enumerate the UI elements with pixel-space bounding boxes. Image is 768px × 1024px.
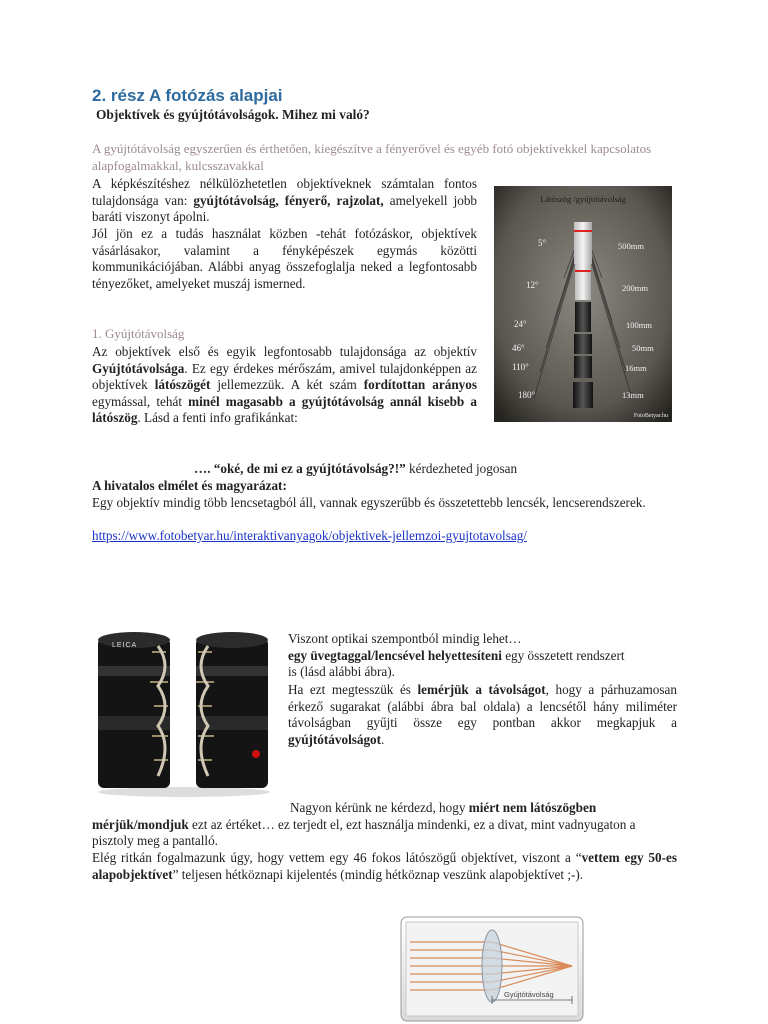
intro-text: A gyújtótávolság egyszerűen és érthetően, kiegészítve a fényerővel és egyéb fotó objektívekkel kapcsolatos alapfogalmakkal, kulcsszavakkal <box>92 141 652 173</box>
text: ” teljesen hétköznapi kijelentés (mindig hétköznap veszünk alapobjektívet ;-). <box>172 866 584 882</box>
text: . Lásd a fenti info grafikánkat: <box>137 410 298 426</box>
angle-label: 12° <box>526 280 539 290</box>
page-title: 2. rész A fotózás alapjai <box>92 86 283 105</box>
focal-label: 200mm <box>622 283 648 293</box>
text: Viszont optikai szempontból mindig lehet… <box>288 631 522 646</box>
text: . <box>381 731 385 747</box>
text: jellemezzük. A két szám <box>210 377 364 393</box>
bold-text: miért nem látószögben mérjük/mondjuk <box>92 800 597 832</box>
focal-label: 500mm <box>618 241 644 251</box>
focal-length-diagram <box>400 916 584 1022</box>
infographic-graphic <box>494 186 672 422</box>
focal-label: 13mm <box>622 390 644 400</box>
paragraph-50mm <box>92 850 677 883</box>
section-title: 1. Gyújtótávolság <box>92 326 185 341</box>
text: kérdezheted jogosan <box>405 461 518 476</box>
bold-text: Gyújtótávolsága <box>92 360 185 376</box>
bold-text: minél magasabb a gyújtótávolság annál kisebb a látószög <box>92 393 477 426</box>
paragraph-usage: Jól jön ez a tudás használat közben -tehát fotózáskor, objektívek vásárlásakor, valamint a fényképészek egymás közötti kommunikációjában. Alábbi anyag összefoglalja neked a legfontosabb tényezőket, amelyeket muszáj ismerned. <box>92 226 477 291</box>
angle-label: 46° <box>512 343 525 353</box>
paragraph-focal-length <box>92 344 477 427</box>
bold-text: …. “oké, de mi ez a gyújtótávolság?!” <box>194 461 406 476</box>
bold-text: fordítottan arányos <box>363 377 477 393</box>
bold-text: gyújtótávolság, fényerő, rajzolat, <box>193 192 384 208</box>
text: egymással, tehát <box>92 393 189 409</box>
paragraph-why-not-angle <box>92 800 677 850</box>
angle-label: 180° <box>518 390 536 400</box>
focal-label: 100mm <box>626 320 652 330</box>
text: A képkészítéshez nélkülözhetetlen objektíveknek számtalan fontos tulajdonsága van: <box>92 176 477 208</box>
text: Elég ritkán fogalmazunk úgy, hogy vettem egy 46 fokos látószögű objektívet, viszont a “ <box>92 850 582 865</box>
ray-diagram-graphic <box>400 916 584 1022</box>
focal-label: 50mm <box>632 343 654 353</box>
fotobetyar-link[interactable]: https://www.fotobetyar.hu/interaktivanyagok/objektivek-jellemzoi-gyujtotavolsag/ <box>92 528 527 543</box>
text: amelyekell jobb baráti viszonyt ápolni. <box>92 192 478 225</box>
bold-text: gyújtótávolságot <box>288 731 382 747</box>
credit-text: FotoBetyar.hu <box>633 413 668 419</box>
text: egy összetett rendszert is (lásd alábbi ábra). <box>288 647 625 680</box>
text: , hogy a párhuzamosan érkező sugarakat (alábbi ábra bal oldala) a lencsétől hány miliméter távolságban gyűjti össze egy pontban akkor megkapjuk a <box>288 682 677 731</box>
paragraph-measure <box>288 682 677 748</box>
cutaway-lens-photo <box>92 626 282 798</box>
text: Ha ezt megtesszük és <box>288 682 418 697</box>
diagram-label: Gyújtótávolság <box>504 990 554 999</box>
text: Az objektívek első és egyik legfontosabb tulajdonsága az objektív <box>92 344 477 359</box>
lens-engraving: LEICA <box>112 642 138 649</box>
subtitle: Objektívek és gyújtótávolságok. Mihez mi való? <box>96 107 370 122</box>
bold-text: látószögét <box>154 377 211 393</box>
angle-label: 5° <box>538 238 547 248</box>
text: ezt az értéket… ez terjedt el, ezt használja mindenki, ez a divat, mint vadnyugaton a pisztoly meg a pantalló. <box>92 816 636 849</box>
focal-length-infographic <box>494 186 672 422</box>
text: . Ez egy érdekes mérőszám, amivel tulajdonképpen az objektívek <box>92 360 477 393</box>
bold-text: lemérjük a távolságot <box>417 682 546 697</box>
focal-label: 16mm <box>625 363 647 373</box>
bold-text: egy üvegtaggal/lencsével helyettesíteni <box>288 647 502 663</box>
angle-label: 110° <box>512 362 529 372</box>
paragraph-properties <box>92 176 477 226</box>
bold-text: vettem egy 50-es alapobjektívet <box>92 850 677 882</box>
lens-cutaway-graphic <box>92 626 282 798</box>
paragraph-lens-elements: Egy objektív mindig több lencsetagból áll, vannak egyszerűbb és összetettebb lencsék, lencserendszerek. <box>92 495 646 510</box>
angle-label: 24° <box>514 319 527 329</box>
infographic-title: Látószög /gyújtótávolság <box>540 194 626 204</box>
text: Nagyon kérünk ne kérdezd, hogy <box>290 800 469 815</box>
official-title: A hivatalos elmélet és magyarázat: <box>92 478 287 493</box>
paragraph-single-lens <box>288 631 628 681</box>
question-line <box>194 461 517 477</box>
